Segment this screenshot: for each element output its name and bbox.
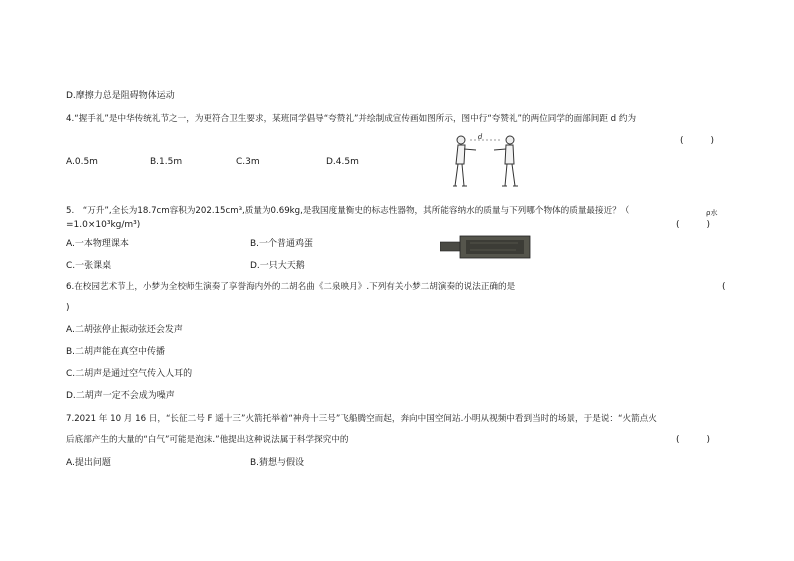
q5-rho-symbol: ρ水 xyxy=(706,209,718,217)
q4-figure-d-label: d xyxy=(478,133,483,141)
q7-option-b: B.猜想与假设 xyxy=(250,458,305,468)
q5-option-b: B.一个普通鸡蛋 xyxy=(250,239,314,249)
q6-option-c: C.二胡声是通过空气传入人耳的 xyxy=(66,369,193,379)
q6-paren-close: ) xyxy=(66,303,70,313)
q3-option-d: D.摩擦力总是阻碍物体运动 xyxy=(66,91,175,101)
q6-option-d: D.二胡声一定不会成为噪声 xyxy=(66,391,175,401)
q4-option-d: D.4.5m xyxy=(326,157,359,167)
q7-answer-paren: ( ) xyxy=(676,435,711,445)
q5-figure-vessel xyxy=(440,234,532,260)
q4-stem: 4.“握手礼”是中华传统礼节之一，为更符合卫生要求，某班同学倡导“夸赞礼”并绘制成宣传画如图所示，图中行“夸赞礼”的两位同学的面部间距 d 约为 xyxy=(66,114,637,124)
q4-figure xyxy=(440,130,530,192)
q4-option-c: C.3m xyxy=(236,157,260,167)
q4-option-a: A.0.5m xyxy=(66,157,98,167)
q4-option-b: B.1.5m xyxy=(150,157,183,167)
q6-paren-open: ( xyxy=(722,282,726,292)
q7-stem-line1: 7.2021 年 10 月 16 日，“长征二号 F 遥十三”火箭托举着“神舟十三号”飞船腾空而起，奔向中国空间站.小明从视频中看到当时的场景，于是说：“火箭点火 xyxy=(66,414,657,424)
q5-option-c: C.一张课桌 xyxy=(66,261,112,271)
q5-stem: 5. “万升”,全长为18.7cm容积为202.15cm³,质量为0.69kg,是我国度量衡史的标志性器物，其所能容纳水的质量与下列哪个物体的质量最接近？（ xyxy=(66,206,630,216)
q7-option-a: A.提出问题 xyxy=(66,458,111,468)
q6-option-b: B.二胡声能在真空中传播 xyxy=(66,347,166,357)
q6-option-a: A.二胡弦停止振动弦还会发声 xyxy=(66,325,183,335)
q6-stem: 6.在校园艺术节上，小梦为全校师生演奏了享誉海内外的二胡名曲《二泉映月》.下列有关小梦二胡演奏的说法正确的是 xyxy=(66,282,516,292)
q5-density: =1.0×10³kg/m³) xyxy=(66,220,141,230)
q5-option-a: A.一本物理课本 xyxy=(66,239,129,249)
q5-answer-paren: ( ) xyxy=(676,220,711,230)
q7-stem-line2: 后底部产生的大量的“白气”可能是泡沫.”他提出这种说法属于科学探究中的 xyxy=(66,435,349,445)
q4-answer-paren: ( ) xyxy=(680,136,715,146)
q5-option-d: D.一只大天鹅 xyxy=(250,261,305,271)
